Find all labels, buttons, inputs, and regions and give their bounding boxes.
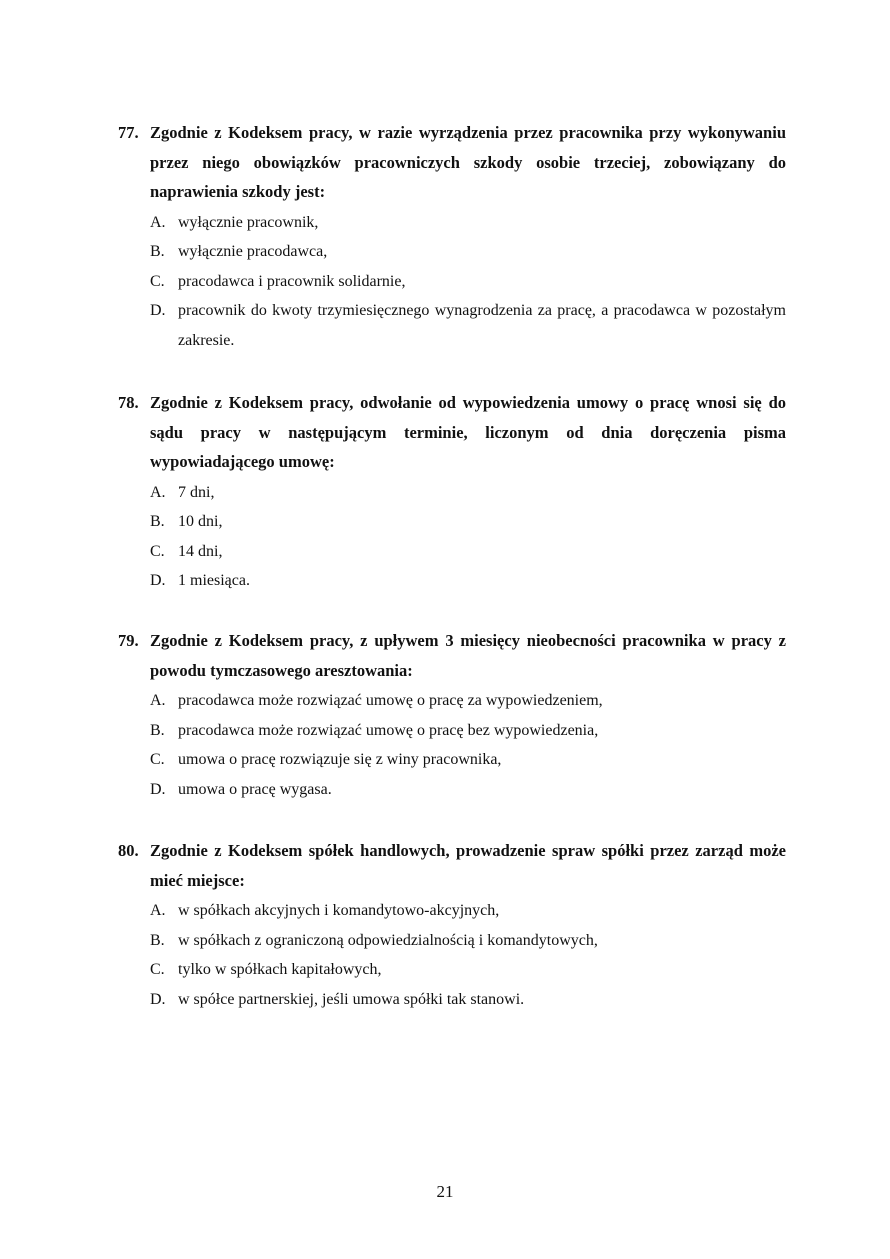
answer-letter: D. bbox=[150, 990, 166, 1008]
answer-letter: A. bbox=[150, 213, 166, 231]
answer-letter: C. bbox=[150, 542, 165, 560]
answer-letter: D. bbox=[150, 302, 166, 319]
answer-text: wyłącznie pracownik, bbox=[178, 213, 319, 231]
answer-text: pracodawca i pracownik solidarnie, bbox=[178, 272, 406, 290]
answer-text: w spółce partnerskiej, jeśli umowa spółki tak stanowi. bbox=[178, 990, 525, 1008]
answer-option bbox=[118, 478, 786, 508]
question-number: 77. bbox=[118, 123, 139, 142]
answer-text: 7 dni, bbox=[178, 483, 215, 501]
answer-letter: B. bbox=[150, 721, 165, 739]
answer-text: w spółkach akcyjnych i komandytowo-akcyjnych, bbox=[178, 902, 500, 919]
question-text: Zgodnie z Kodeksem pracy, odwołanie od wypowiedzenia umowy o pracę wnosi się do sądu pracy w następującym terminie, liczonym od dnia doręczenia pisma wypowiadającego umowę: bbox=[150, 393, 786, 471]
answer-option bbox=[118, 208, 786, 238]
answer-option bbox=[118, 775, 786, 805]
answer-text: wyłącznie pracodawca, bbox=[178, 243, 328, 260]
answer-letter: B. bbox=[150, 243, 165, 260]
answer-text: tylko w spółkach kapitałowych, bbox=[178, 961, 382, 978]
question-number: 80. bbox=[118, 841, 139, 860]
answer-option bbox=[118, 896, 786, 926]
question-text: Zgodnie z Kodeksem pracy, w razie wyrządzenia przez pracownika przy wykonywaniu przez niego obowiązków pracowniczych szkody osobie trzeciej, zobowiązany do naprawienia szkody jest: bbox=[150, 123, 786, 201]
answer-letter: C. bbox=[150, 272, 165, 290]
answer-option bbox=[118, 686, 786, 716]
question-header bbox=[118, 836, 786, 895]
answer-text: pracownik do kwoty trzymiesięcznego wynagrodzenia za pracę, a pracodawca w pozostałym zakresie. bbox=[178, 302, 786, 349]
answer-letter: C. bbox=[150, 751, 165, 768]
question-79 bbox=[118, 626, 786, 804]
answer-text: umowa o pracę rozwiązuje się z winy pracownika, bbox=[178, 751, 502, 768]
question-header bbox=[118, 388, 786, 477]
answer-text: w spółkach z ograniczoną odpowiedzialnością i komandytowych, bbox=[178, 931, 598, 949]
answer-letter: A. bbox=[150, 483, 166, 501]
answer-option bbox=[118, 955, 786, 985]
answer-option bbox=[118, 926, 786, 956]
answer-text: umowa o pracę wygasa. bbox=[178, 780, 332, 798]
answer-list bbox=[118, 208, 786, 356]
answer-text: pracodawca może rozwiązać umowę o pracę za wypowiedzeniem, bbox=[178, 692, 603, 709]
answer-option bbox=[118, 507, 786, 537]
answer-letter: B. bbox=[150, 513, 165, 530]
answer-list bbox=[118, 686, 786, 804]
answer-letter: B. bbox=[150, 931, 165, 949]
answer-text: 14 dni, bbox=[178, 542, 223, 560]
answer-option bbox=[118, 537, 786, 567]
question-text: Zgodnie z Kodeksem spółek handlowych, prowadzenie spraw spółki przez zarząd może mieć miejsce: bbox=[150, 841, 786, 890]
question-header bbox=[118, 118, 786, 207]
question-text: Zgodnie z Kodeksem pracy, z upływem 3 miesięcy nieobecności pracownika w pracy z powodu tymczasowego aresztowania: bbox=[150, 631, 786, 680]
answer-text: 10 dni, bbox=[178, 513, 223, 530]
answer-letter: A. bbox=[150, 902, 166, 919]
answer-option bbox=[118, 745, 786, 775]
page-number: 21 bbox=[436, 1182, 454, 1201]
answer-letter: D. bbox=[150, 572, 166, 589]
answer-option bbox=[118, 716, 786, 746]
answer-list bbox=[118, 896, 786, 1014]
question-number: 78. bbox=[118, 393, 139, 412]
question-header bbox=[118, 626, 786, 685]
answer-option bbox=[118, 566, 786, 596]
answer-text: 1 miesiąca. bbox=[178, 572, 250, 589]
answer-text: pracodawca może rozwiązać umowę o pracę bez wypowiedzenia, bbox=[178, 721, 599, 739]
answer-option bbox=[118, 985, 786, 1015]
answer-letter: D. bbox=[150, 780, 166, 798]
answer-list bbox=[118, 478, 786, 596]
answer-letter: C. bbox=[150, 961, 165, 978]
question-80 bbox=[118, 836, 786, 1014]
question-number: 79. bbox=[118, 631, 139, 650]
question-78 bbox=[118, 388, 786, 596]
question-77 bbox=[118, 118, 786, 355]
answer-option bbox=[118, 267, 786, 297]
answer-letter: A. bbox=[150, 692, 166, 709]
answer-option bbox=[118, 237, 786, 267]
answer-option bbox=[118, 296, 786, 355]
